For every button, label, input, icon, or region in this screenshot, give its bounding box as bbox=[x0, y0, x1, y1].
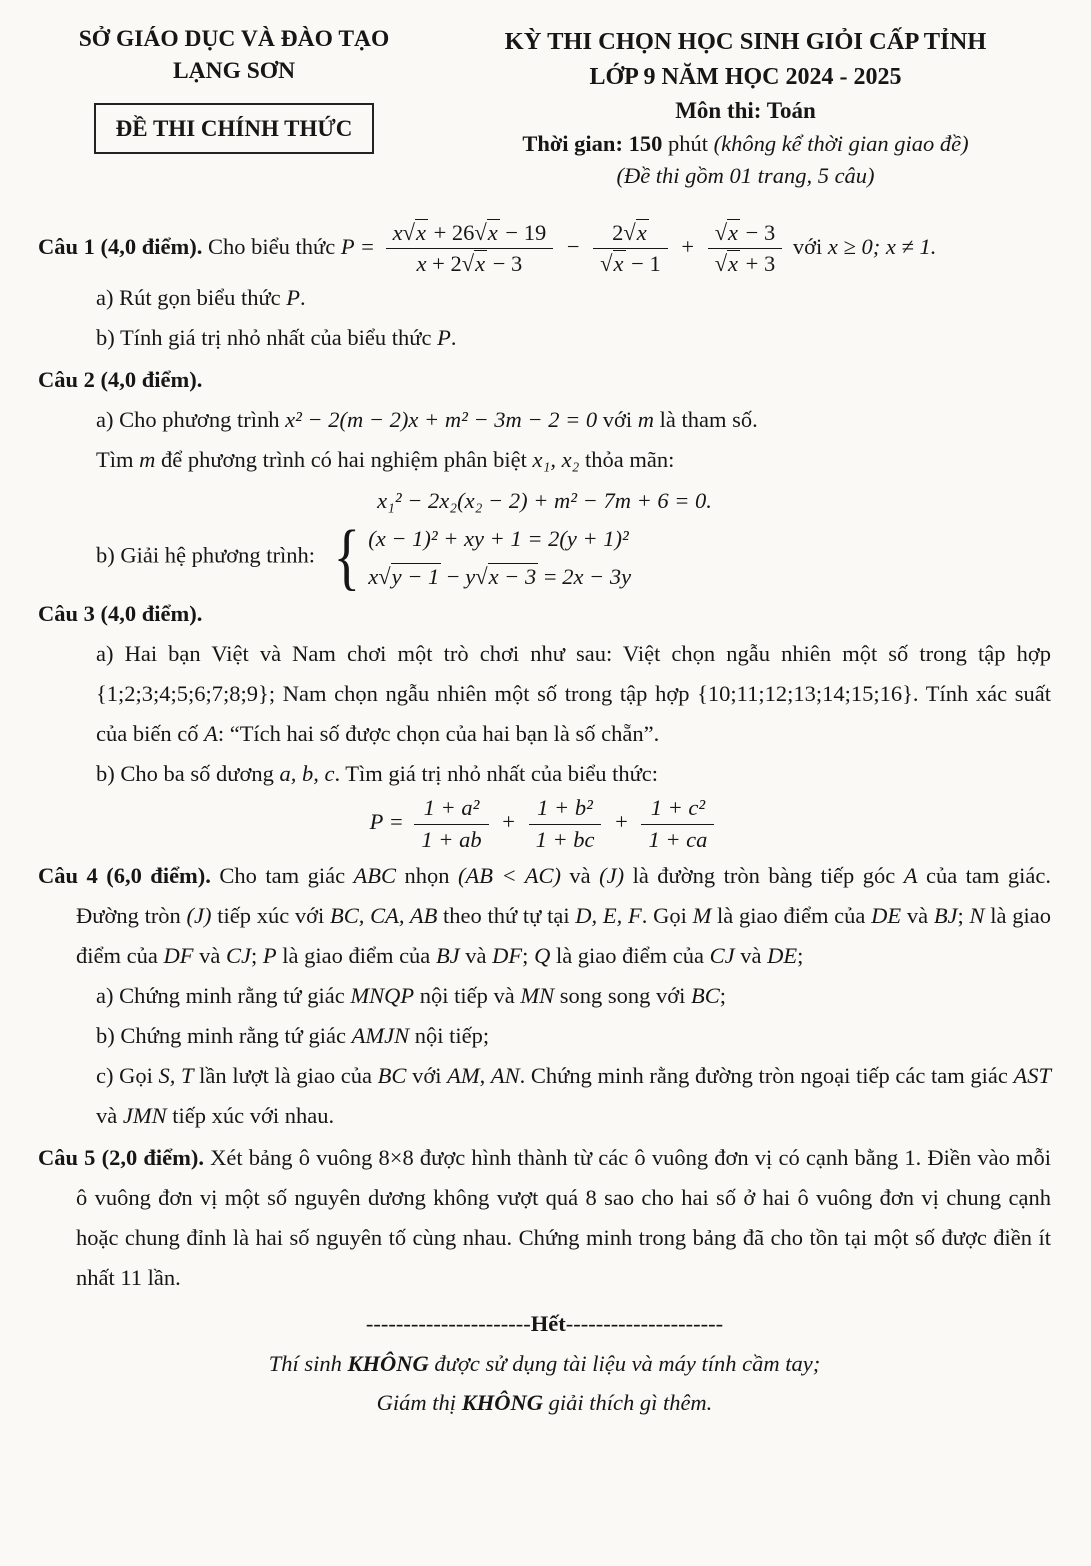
q1-fraction-1 bbox=[386, 219, 554, 278]
question-2a-equation: x₁² − 2x₂(x₂ − 2) + m² − 7m + 6 = 0. bbox=[377, 488, 712, 514]
question-5-label: Câu 5 (2,0 điểm). bbox=[38, 1144, 211, 1170]
exam-footer bbox=[38, 1304, 1051, 1422]
province-name: LẠNG SƠN bbox=[172, 57, 296, 84]
question-4c: c) Gọi S, T lần lượt là giao của BC với AM, AN. Chứng minh rằng đường tròn ngoại tiếp các tam giác AST và JMN tiếp xúc với nhau. bbox=[96, 1062, 1051, 1128]
question-4a: a) Chứng minh rằng tứ giác MNQP nội tiếp và MN song song với BC; bbox=[96, 982, 727, 1008]
question-3a: a) Hai bạn Việt và Nam chơi một trò chơi như sau: Việt chọn ngẫu nhiên một số trong tập hợp {1;2;3;4;5;6;7;8;9}; Nam chọn ngẫu nhiên một số trong tập hợp {10;11;12;13;14;15;16}. Tính xác suất của biến cố A: “Tích hai số được chọn của hai bạn là số chẵn”. bbox=[96, 641, 1051, 747]
q1-fraction-3-denominator: √ x + 3 bbox=[708, 249, 783, 278]
system-brace: { bbox=[333, 516, 360, 599]
exam-duration: Thời gian: 150 phút (không kể thời gian giao đề) bbox=[522, 130, 969, 156]
q3-fraction-1-denominator: 1 + ab bbox=[421, 826, 482, 852]
footer-rule-1: Thí sinh KHÔNG được sử dụng tài liệu và máy tính cầm tay; bbox=[268, 1350, 821, 1376]
question-5-text: Xét bảng ô vuông 8×8 được hình thành từ các ô vuông đơn vị có cạnh bằng 1. Điền vào mỗi ô vuông đơn vị một số nguyên dương không vượt quá 8 sao cho hai số ở hai ô vuông đơn vị chung cạnh hoặc chung đỉnh là hai số nguyên tố cùng nhau. Chứng minh trong bảng đã cho tồn tại một số được điền ít nhất 11 lần. bbox=[76, 1144, 1051, 1291]
question-3b: b) Cho ba số dương a, b, c. Tìm giá trị nhỏ nhất của biểu thức: bbox=[96, 761, 659, 787]
question-4-intro-text: Cho tam giác ABC nhọn (AB < AC) và (J) là đường tròn bàng tiếp góc A của tam giác. Đường tròn (J) tiếp xúc với BC, CA, AB theo thứ tự tại D, E, F. Gọi M là giao điểm của DE và BJ; N là giao điểm của DF và CJ; P là giao điểm của BJ và DF; Q là giao điểm của CJ và DE; bbox=[76, 862, 1051, 968]
q3-fraction-2-denominator: 1 + bc bbox=[535, 826, 595, 852]
q3-fraction-3-denominator: 1 + ca bbox=[648, 826, 708, 852]
question-3 bbox=[38, 594, 1051, 853]
system-equation-1: (x − 1)² + xy + 1 = 2(y + 1)² bbox=[368, 526, 629, 552]
question-4-label: Câu 4 (6,0 điểm). bbox=[38, 862, 220, 888]
exam-title-block bbox=[430, 24, 1051, 193]
q3-fraction-2 bbox=[529, 794, 602, 853]
question-5-body bbox=[38, 1138, 1051, 1298]
question-4b: b) Chứng minh rằng tứ giác AMJN nội tiếp; bbox=[96, 1022, 490, 1048]
q1-fraction-1-numerator: x √ x + 26 √ x − 19 bbox=[386, 219, 554, 249]
q1-fraction-2-denominator: √ x − 1 bbox=[593, 249, 668, 278]
q3-fraction-2-numerator: 1 + b² bbox=[529, 794, 602, 824]
question-1b: b) Tính giá trị nhỏ nhất của biểu thức P. bbox=[96, 325, 457, 351]
question-1-intro-text: Cho biểu thức bbox=[208, 233, 341, 259]
official-exam-box: ĐỀ THI CHÍNH THỨC bbox=[94, 103, 375, 154]
q3-fraction-1-numerator: 1 + a² bbox=[414, 794, 488, 824]
exam-subject: Môn thi: Toán bbox=[675, 98, 816, 124]
q3-fraction-1 bbox=[414, 794, 488, 853]
q3-operator-1: + bbox=[502, 809, 515, 835]
exam-header bbox=[38, 24, 1051, 193]
exam-note: (Đề thi gồm 01 trang, 5 câu) bbox=[616, 163, 875, 189]
q1-operator-1: − bbox=[566, 233, 580, 259]
q3-p-equals: P = bbox=[369, 809, 410, 835]
q1-fraction-3-numerator: √ x − 3 bbox=[708, 219, 783, 249]
department-name: SỞ GIÁO DỤC VÀ ĐÀO TẠO bbox=[78, 26, 390, 52]
footer-rule-2: Giám thị KHÔNG giải thích gì thêm. bbox=[376, 1389, 713, 1415]
q3-fraction-3-numerator: 1 + c² bbox=[641, 794, 714, 824]
question-2b-label: b) Giải hệ phương trình: bbox=[96, 542, 321, 568]
question-5 bbox=[38, 1138, 1051, 1298]
question-2a-line2: Tìm m để phương trình có hai nghiệm phân biệt x₁, x₂ thỏa mãn: bbox=[96, 447, 675, 473]
question-2b bbox=[38, 516, 1051, 599]
question-3-label: Câu 3 (4,0 điểm). bbox=[38, 601, 203, 627]
question-1-label: Câu 1 (4,0 điểm). bbox=[38, 233, 208, 259]
question-3b-expression bbox=[38, 794, 1051, 853]
question-4-intro bbox=[38, 856, 1051, 976]
system-equations bbox=[368, 523, 631, 592]
q3-operator-2: + bbox=[615, 809, 628, 835]
question-2a-line1: a) Cho phương trình x² − 2(m − 2)x + m² − 3m − 2 = 0 với m là tham số. bbox=[96, 407, 758, 433]
question-2-label: Câu 2 (4,0 điểm). bbox=[38, 367, 203, 393]
department-block bbox=[38, 24, 430, 154]
q1-fraction-1-denominator: x + 2 √ x − 3 bbox=[386, 249, 554, 278]
question-1 bbox=[38, 219, 1051, 358]
equation-system bbox=[329, 516, 632, 599]
q3-fraction-3 bbox=[641, 794, 714, 853]
exam-title: KỲ THI CHỌN HỌC SINH GIỎI CẤP TỈNH bbox=[504, 28, 987, 55]
q1-fraction-2-numerator: 2 √ x bbox=[593, 219, 668, 249]
q1-condition: với x ≥ 0; x ≠ 1. bbox=[792, 233, 937, 259]
exam-grade-year: LỚP 9 NĂM HỌC 2024 - 2025 bbox=[589, 63, 902, 90]
end-marker: ----------------------Hết--------------------- bbox=[365, 1311, 724, 1337]
q1-operator-2: + bbox=[681, 233, 695, 259]
question-2 bbox=[38, 360, 1051, 599]
q1-fraction-2 bbox=[593, 219, 668, 278]
q1-p-equals: P = bbox=[340, 233, 381, 259]
exam-body bbox=[38, 219, 1051, 1422]
q1-expression bbox=[340, 219, 793, 277]
question-1a: a) Rút gọn biểu thức P. bbox=[96, 285, 306, 311]
question-1-intro bbox=[38, 219, 1051, 278]
question-4 bbox=[38, 856, 1051, 1136]
q1-fraction-3 bbox=[708, 219, 783, 278]
system-equation-2: x √ y − 1 − y √ x − 3 = 2x − 3y bbox=[368, 561, 631, 593]
